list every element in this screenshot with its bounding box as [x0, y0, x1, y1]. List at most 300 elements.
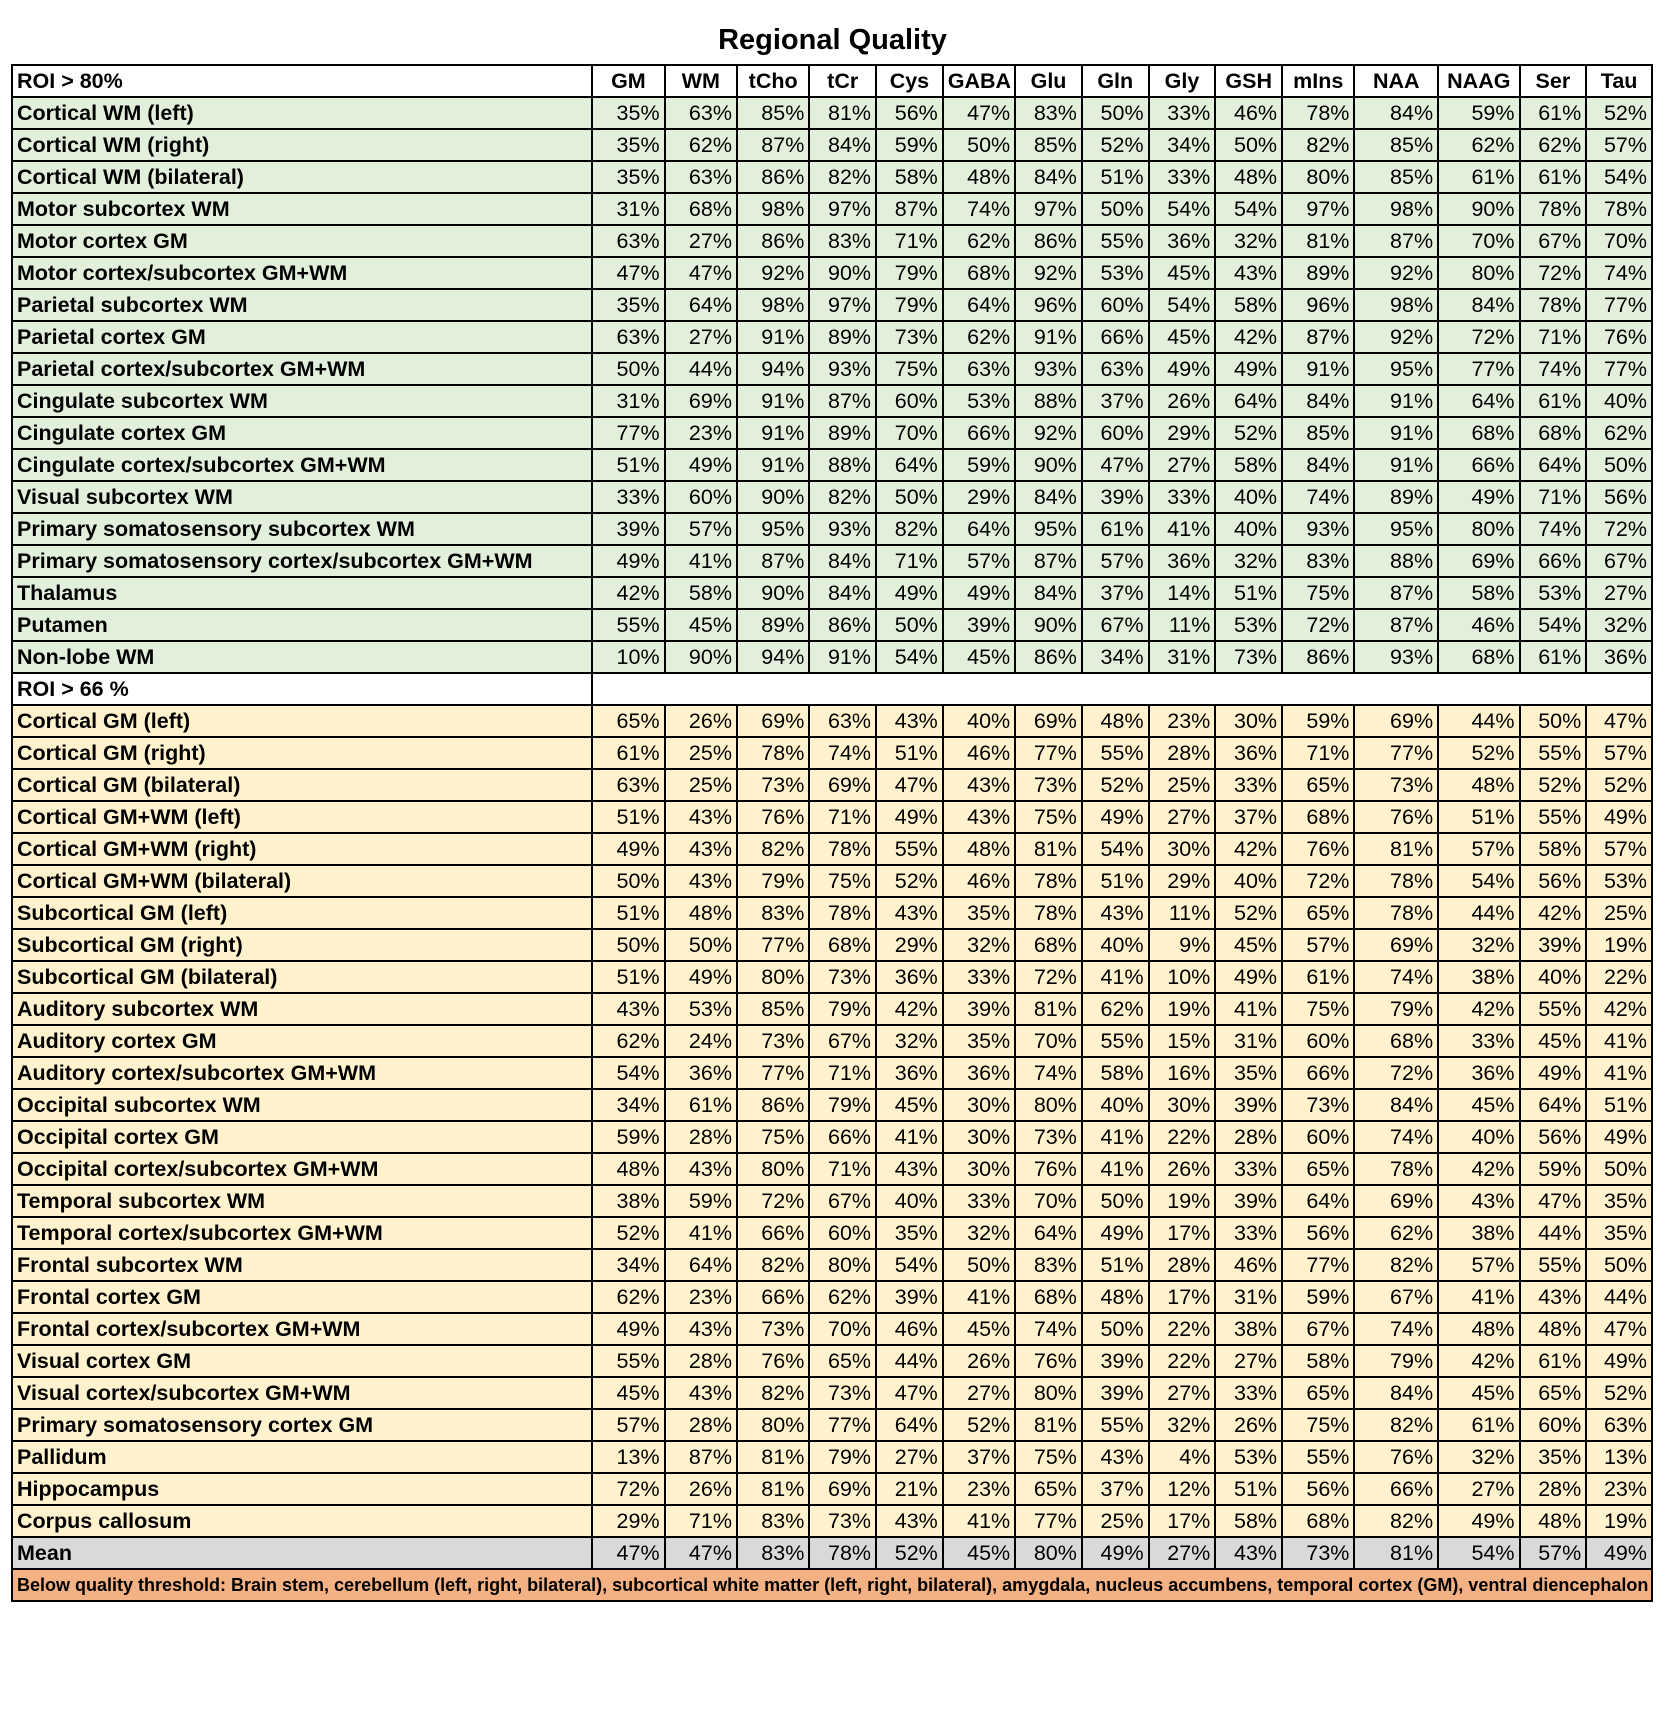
table-cell: 98% — [1354, 193, 1438, 225]
table-cell: 75% — [1282, 1409, 1354, 1441]
table-row — [12, 321, 1652, 353]
table-cell: 52% — [1082, 769, 1149, 801]
table-cell: 95% — [737, 513, 809, 545]
table-cell: 79% — [737, 865, 809, 897]
table-cell: 91% — [737, 321, 809, 353]
table-cell: 76% — [737, 801, 809, 833]
table-cell: 71% — [876, 545, 943, 577]
table-row — [12, 737, 1652, 769]
table-cell: 90% — [665, 641, 737, 673]
table-row — [12, 833, 1652, 865]
table-row — [12, 1185, 1652, 1217]
table-cell: 28% — [665, 1345, 737, 1377]
table-cell: 52% — [1438, 737, 1519, 769]
table-cell: 77% — [1586, 289, 1652, 321]
table-cell: 10% — [1149, 961, 1216, 993]
table-cell: 36% — [876, 1057, 943, 1089]
table-cell: 33% — [592, 481, 664, 513]
table-cell: 53% — [1215, 609, 1282, 641]
table-cell: 97% — [809, 193, 876, 225]
table-cell: 66% — [1082, 321, 1149, 353]
table-row — [12, 801, 1652, 833]
table-cell: 78% — [809, 897, 876, 929]
table-cell: 45% — [592, 1377, 664, 1409]
table-row — [12, 385, 1652, 417]
table-cell: 92% — [1015, 257, 1082, 289]
table-cell: 4% — [1149, 1441, 1216, 1473]
table-cell: 19% — [1586, 929, 1652, 961]
table-cell: 89% — [1282, 257, 1354, 289]
table-cell: 47% — [1082, 449, 1149, 481]
table-row — [12, 481, 1652, 513]
table-cell: 51% — [1082, 865, 1149, 897]
table-cell: 49% — [665, 449, 737, 481]
table-cell: 17% — [1149, 1217, 1216, 1249]
table-cell: 59% — [1520, 1153, 1587, 1185]
row-label: Cingulate cortex GM — [12, 417, 592, 449]
table-cell: 39% — [1082, 481, 1149, 513]
table-cell: 62% — [592, 1281, 664, 1313]
row-label: Cortical GM (bilateral) — [12, 769, 592, 801]
table-cell: 28% — [1215, 1121, 1282, 1153]
table-cell: 81% — [737, 1473, 809, 1505]
table-cell: 47% — [943, 97, 1015, 129]
table-cell: 42% — [1438, 1153, 1519, 1185]
table-cell: 61% — [1520, 641, 1587, 673]
table-cell: 74% — [1282, 481, 1354, 513]
table-cell: 45% — [1520, 1025, 1587, 1057]
footnote-row — [12, 1569, 1652, 1601]
table-cell: 35% — [592, 289, 664, 321]
table-cell: 41% — [1082, 961, 1149, 993]
table-cell: 52% — [1520, 769, 1587, 801]
table-cell: 23% — [1149, 705, 1216, 737]
table-cell: 47% — [1586, 1313, 1652, 1345]
table-cell: 63% — [1082, 353, 1149, 385]
table-cell: 64% — [1520, 449, 1587, 481]
table-cell: 43% — [943, 769, 1015, 801]
table-cell: 27% — [876, 1441, 943, 1473]
table-cell: 37% — [1082, 385, 1149, 417]
mean-cell: 80% — [1015, 1537, 1082, 1569]
table-cell: 51% — [1438, 801, 1519, 833]
table-cell: 68% — [1282, 801, 1354, 833]
table-cell: 39% — [1082, 1377, 1149, 1409]
column-header: GSH — [1215, 65, 1282, 97]
table-row — [12, 609, 1652, 641]
table-cell: 75% — [737, 1121, 809, 1153]
table-cell: 53% — [665, 993, 737, 1025]
table-cell: 75% — [1015, 1441, 1082, 1473]
table-cell: 51% — [592, 897, 664, 929]
table-cell: 41% — [1215, 993, 1282, 1025]
table-cell: 50% — [1082, 193, 1149, 225]
table-cell: 40% — [1438, 1121, 1519, 1153]
table-cell: 60% — [1520, 1409, 1587, 1441]
table-cell: 40% — [1082, 1089, 1149, 1121]
table-cell: 44% — [876, 1345, 943, 1377]
table-cell: 35% — [876, 1217, 943, 1249]
table-cell: 32% — [876, 1025, 943, 1057]
table-cell: 55% — [1282, 1441, 1354, 1473]
table-cell: 56% — [1586, 481, 1652, 513]
table-cell: 28% — [1149, 1249, 1216, 1281]
table-cell: 67% — [1282, 1313, 1354, 1345]
table-cell: 29% — [1149, 865, 1216, 897]
table-cell: 97% — [1015, 193, 1082, 225]
table-cell: 33% — [1215, 1377, 1282, 1409]
table-cell: 70% — [1438, 225, 1519, 257]
table-cell: 87% — [1354, 609, 1438, 641]
table-cell: 34% — [592, 1249, 664, 1281]
table-cell: 73% — [809, 1505, 876, 1537]
table-cell: 65% — [592, 705, 664, 737]
table-cell: 84% — [1282, 385, 1354, 417]
table-cell: 29% — [876, 929, 943, 961]
table-cell: 74% — [1354, 1313, 1438, 1345]
footnote: Below quality threshold: Brain stem, cerebellum (left, right, bilateral), subcortical white matter (left, right, bilateral), amygdala, nucleus accumbens, temporal cortex (GM), ventral diencephalon — [12, 1569, 1652, 1601]
table-cell: 43% — [876, 897, 943, 929]
table-cell: 82% — [737, 1249, 809, 1281]
mean-cell: 47% — [592, 1537, 664, 1569]
table-cell: 14% — [1149, 577, 1216, 609]
section2-header-row — [12, 673, 1652, 705]
table-cell: 47% — [592, 257, 664, 289]
table-cell: 78% — [1015, 897, 1082, 929]
table-cell: 77% — [592, 417, 664, 449]
table-cell: 75% — [1282, 577, 1354, 609]
table-cell: 54% — [592, 1057, 664, 1089]
table-cell: 49% — [1149, 353, 1216, 385]
column-header: tCho — [737, 65, 809, 97]
table-cell: 62% — [943, 321, 1015, 353]
table-cell: 91% — [809, 641, 876, 673]
table-cell: 70% — [1586, 225, 1652, 257]
table-cell: 48% — [1438, 1313, 1519, 1345]
table-row — [12, 1089, 1652, 1121]
table-cell: 85% — [1015, 129, 1082, 161]
row-label: Cortical GM (left) — [12, 705, 592, 737]
table-cell: 23% — [1586, 1473, 1652, 1505]
table-cell: 69% — [1438, 545, 1519, 577]
table-row — [12, 257, 1652, 289]
table-cell: 38% — [1438, 1217, 1519, 1249]
table-cell: 73% — [1354, 769, 1438, 801]
table-cell: 41% — [665, 545, 737, 577]
table-cell: 36% — [1586, 641, 1652, 673]
table-cell: 92% — [1015, 417, 1082, 449]
table-cell: 93% — [809, 513, 876, 545]
table-cell: 10% — [592, 641, 664, 673]
mean-cell: 54% — [1438, 1537, 1519, 1569]
mean-label: Mean — [12, 1537, 592, 1569]
table-cell: 47% — [1586, 705, 1652, 737]
table-cell: 93% — [1354, 641, 1438, 673]
table-cell: 70% — [876, 417, 943, 449]
table-cell: 64% — [876, 449, 943, 481]
table-cell: 49% — [592, 545, 664, 577]
table-cell: 49% — [1082, 1217, 1149, 1249]
table-cell: 50% — [876, 481, 943, 513]
table-cell: 22% — [1149, 1121, 1216, 1153]
table-cell: 50% — [592, 353, 664, 385]
table-cell: 39% — [1082, 1345, 1149, 1377]
table-cell: 66% — [737, 1217, 809, 1249]
table-cell: 40% — [1082, 929, 1149, 961]
table-cell: 33% — [943, 1185, 1015, 1217]
table-cell: 50% — [1586, 1249, 1652, 1281]
table-cell: 54% — [1586, 161, 1652, 193]
table-cell: 35% — [592, 97, 664, 129]
table-cell: 30% — [1149, 833, 1216, 865]
section1-body — [12, 97, 1652, 673]
table-cell: 42% — [1586, 993, 1652, 1025]
table-cell: 37% — [1082, 577, 1149, 609]
table-cell: 69% — [1354, 929, 1438, 961]
row-label: Subcortical GM (right) — [12, 929, 592, 961]
table-cell: 46% — [1438, 609, 1519, 641]
table-cell: 43% — [665, 801, 737, 833]
table-row — [12, 769, 1652, 801]
table-cell: 76% — [1354, 801, 1438, 833]
table-cell: 48% — [592, 1153, 664, 1185]
table-cell: 55% — [1520, 737, 1587, 769]
table-cell: 29% — [943, 481, 1015, 513]
table-cell: 28% — [665, 1121, 737, 1153]
table-cell: 27% — [1586, 577, 1652, 609]
table-cell: 66% — [943, 417, 1015, 449]
table-cell: 62% — [1586, 417, 1652, 449]
table-cell: 34% — [1082, 641, 1149, 673]
table-cell: 78% — [1586, 193, 1652, 225]
table-cell: 54% — [1149, 193, 1216, 225]
table-cell: 86% — [737, 1089, 809, 1121]
table-cell: 91% — [1354, 385, 1438, 417]
table-cell: 27% — [1149, 449, 1216, 481]
row-label: Frontal cortex/subcortex GM+WM — [12, 1313, 592, 1345]
table-cell: 45% — [1438, 1377, 1519, 1409]
table-cell: 66% — [737, 1281, 809, 1313]
table-cell: 80% — [1438, 257, 1519, 289]
row-label: Cortical WM (right) — [12, 129, 592, 161]
row-label: Thalamus — [12, 577, 592, 609]
table-cell: 61% — [1520, 97, 1587, 129]
table-cell: 78% — [809, 833, 876, 865]
table-cell: 76% — [1282, 833, 1354, 865]
mean-cell: 27% — [1149, 1537, 1216, 1569]
table-cell: 76% — [737, 1345, 809, 1377]
table-cell: 98% — [1354, 289, 1438, 321]
table-cell: 26% — [943, 1345, 1015, 1377]
table-cell: 42% — [592, 577, 664, 609]
table-cell: 31% — [1215, 1025, 1282, 1057]
table-cell: 77% — [1015, 1505, 1082, 1537]
table-cell: 51% — [1586, 1089, 1652, 1121]
table-cell: 17% — [1149, 1505, 1216, 1537]
table-cell: 90% — [1015, 609, 1082, 641]
table-cell: 47% — [876, 769, 943, 801]
table-cell: 85% — [1282, 417, 1354, 449]
table-cell: 57% — [1586, 833, 1652, 865]
table-cell: 52% — [876, 865, 943, 897]
table-cell: 65% — [1015, 1473, 1082, 1505]
table-cell: 43% — [592, 993, 664, 1025]
section2-header — [12, 673, 1652, 705]
table-cell: 45% — [1215, 929, 1282, 961]
mean-cell: 52% — [876, 1537, 943, 1569]
table-row — [12, 225, 1652, 257]
table-cell: 25% — [665, 769, 737, 801]
table-cell: 52% — [1082, 129, 1149, 161]
table-cell: 66% — [1282, 1057, 1354, 1089]
table-cell: 25% — [1082, 1505, 1149, 1537]
table-cell: 57% — [1438, 1249, 1519, 1281]
table-row — [12, 129, 1652, 161]
table-cell: 78% — [1520, 193, 1587, 225]
table-cell: 54% — [1438, 865, 1519, 897]
table-cell: 64% — [665, 289, 737, 321]
table-cell: 40% — [1215, 513, 1282, 545]
table-cell: 66% — [1354, 1473, 1438, 1505]
table-cell: 67% — [1354, 1281, 1438, 1313]
table-cell: 78% — [1354, 897, 1438, 929]
table-cell: 78% — [1520, 289, 1587, 321]
table-cell: 61% — [1082, 513, 1149, 545]
table-cell: 32% — [943, 929, 1015, 961]
table-cell: 24% — [665, 1025, 737, 1057]
table-cell: 32% — [1215, 545, 1282, 577]
row-label: Corpus callosum — [12, 1505, 592, 1537]
table-cell: 26% — [665, 705, 737, 737]
table-cell: 83% — [1015, 1249, 1082, 1281]
row-label: Auditory cortex/subcortex GM+WM — [12, 1057, 592, 1089]
table-cell: 51% — [1082, 1249, 1149, 1281]
row-label: Occipital subcortex WM — [12, 1089, 592, 1121]
table-cell: 77% — [737, 1057, 809, 1089]
table-cell: 68% — [1354, 1025, 1438, 1057]
table-cell: 36% — [943, 1057, 1015, 1089]
table-cell: 36% — [1149, 545, 1216, 577]
table-cell: 36% — [1438, 1057, 1519, 1089]
table-cell: 60% — [1082, 417, 1149, 449]
table-cell: 51% — [876, 737, 943, 769]
table-cell: 52% — [1586, 1377, 1652, 1409]
table-cell: 73% — [1282, 1089, 1354, 1121]
table-cell: 63% — [943, 353, 1015, 385]
table-cell: 84% — [1015, 481, 1082, 513]
table-cell: 72% — [1282, 609, 1354, 641]
table-cell: 70% — [1015, 1025, 1082, 1057]
table-cell: 73% — [809, 961, 876, 993]
section2-body — [12, 705, 1652, 1537]
table-row — [12, 1473, 1652, 1505]
section2-header-blank — [592, 673, 1652, 705]
table-cell: 33% — [943, 961, 1015, 993]
table-cell: 92% — [1354, 321, 1438, 353]
table-cell: 80% — [1015, 1377, 1082, 1409]
table-cell: 67% — [1520, 225, 1587, 257]
table-cell: 36% — [876, 961, 943, 993]
table-cell: 38% — [592, 1185, 664, 1217]
row-label: Cortical WM (left) — [12, 97, 592, 129]
table-cell: 69% — [809, 769, 876, 801]
table-cell: 54% — [876, 641, 943, 673]
table-cell: 43% — [1438, 1185, 1519, 1217]
table-cell: 37% — [1082, 1473, 1149, 1505]
table-cell: 48% — [665, 897, 737, 929]
table-cell: 9% — [1149, 929, 1216, 961]
table-cell: 51% — [1082, 161, 1149, 193]
table-cell: 86% — [1282, 641, 1354, 673]
table-cell: 30% — [943, 1153, 1015, 1185]
row-label: Visual cortex/subcortex GM+WM — [12, 1377, 592, 1409]
table-cell: 33% — [1149, 97, 1216, 129]
table-cell: 91% — [737, 385, 809, 417]
table-cell: 69% — [1015, 705, 1082, 737]
table-cell: 90% — [1015, 449, 1082, 481]
table-cell: 54% — [1215, 193, 1282, 225]
table-cell: 35% — [1520, 1441, 1587, 1473]
table-cell: 77% — [1354, 737, 1438, 769]
table-cell: 70% — [1015, 1185, 1082, 1217]
table-cell: 77% — [1438, 353, 1519, 385]
table-cell: 60% — [876, 385, 943, 417]
table-cell: 79% — [1354, 993, 1438, 1025]
table-cell: 65% — [1282, 897, 1354, 929]
table-cell: 62% — [809, 1281, 876, 1313]
table-cell: 60% — [809, 1217, 876, 1249]
table-cell: 94% — [737, 353, 809, 385]
table-cell: 77% — [737, 929, 809, 961]
table-cell: 70% — [809, 1313, 876, 1345]
table-cell: 68% — [1438, 417, 1519, 449]
table-cell: 33% — [1438, 1025, 1519, 1057]
table-cell: 81% — [1015, 833, 1082, 865]
table-cell: 57% — [1282, 929, 1354, 961]
table-cell: 90% — [1438, 193, 1519, 225]
table-cell: 81% — [1354, 833, 1438, 865]
mean-row — [12, 1537, 1652, 1569]
row-label: Cortical GM+WM (bilateral) — [12, 865, 592, 897]
table-row — [12, 897, 1652, 929]
table-cell: 76% — [1015, 1345, 1082, 1377]
table-cell: 49% — [1082, 801, 1149, 833]
table-cell: 49% — [592, 833, 664, 865]
table-row — [12, 1025, 1652, 1057]
table-cell: 83% — [809, 225, 876, 257]
table-cell: 80% — [737, 1153, 809, 1185]
row-label: Auditory subcortex WM — [12, 993, 592, 1025]
table-cell: 75% — [876, 353, 943, 385]
table-cell: 80% — [1015, 1089, 1082, 1121]
table-cell: 55% — [876, 833, 943, 865]
table-cell: 85% — [737, 97, 809, 129]
table-cell: 83% — [737, 897, 809, 929]
table-cell: 90% — [809, 257, 876, 289]
table-cell: 71% — [809, 1153, 876, 1185]
table-cell: 60% — [665, 481, 737, 513]
table-cell: 50% — [943, 1249, 1015, 1281]
table-cell: 50% — [1215, 129, 1282, 161]
table-cell: 91% — [1015, 321, 1082, 353]
table-cell: 46% — [1215, 1249, 1282, 1281]
table-cell: 58% — [1438, 577, 1519, 609]
table-cell: 36% — [665, 1057, 737, 1089]
table-cell: 53% — [1082, 257, 1149, 289]
table-cell: 31% — [592, 385, 664, 417]
table-cell: 51% — [592, 449, 664, 481]
table-cell: 22% — [1149, 1313, 1216, 1345]
